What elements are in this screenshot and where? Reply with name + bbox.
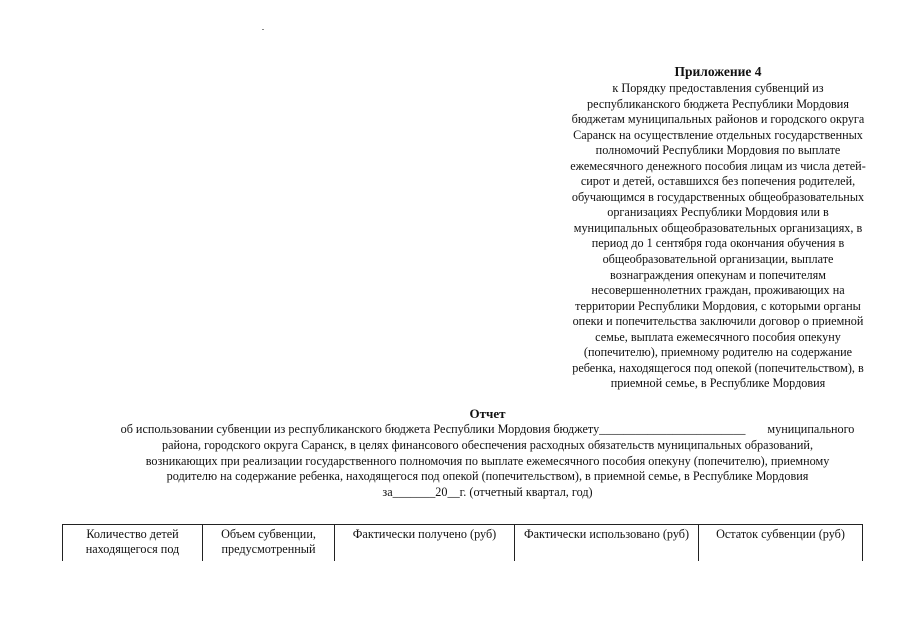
appendix-line: республиканского бюджета Республики Мордовия (587, 96, 849, 111)
appendix-line: муниципальных общеобразовательных организациях, в (573, 220, 863, 235)
table-header-subvention-balance: Остаток субвенции (руб) (699, 525, 863, 562)
report-line-1 (90, 422, 885, 438)
appendix-line: несовершеннолетних граждан, проживающих на (591, 283, 845, 298)
report-line-1-start: об использовании субвенции из республиканского бюджета Республики Мордовия бюджету________________________ (120, 422, 746, 436)
appendix-line: ребенка, находящегося под опекой (попечительством), в (572, 360, 864, 375)
appendix-line: полномочий Республики Мордовия по выплате (595, 143, 841, 158)
table-header-row (63, 525, 863, 562)
appendix-line: Саранск на осуществление отдельных государственных (573, 127, 863, 142)
appendix-line: ежемесячного денежного пособия лицам из числа детей- (570, 158, 866, 173)
appendix-line: приемной семье, в Республике Мордовия (610, 376, 826, 391)
appendix-line: территории Республики Мордовия, с которыми органы (575, 298, 861, 313)
report-title: Отчет (469, 406, 506, 421)
report-line-4: родителю на содержание ребенка, находящегося под опекой (попечительством), в приемной семье, в Республике Мордовия (166, 469, 809, 484)
appendix-line: бюджетам муниципальных районов и городского округа (571, 112, 865, 127)
appendix-line: сирот и детей, оставшихся без попечения родителей, (580, 174, 856, 189)
appendix-line: организациях Республики Мордовия или в (607, 205, 829, 220)
report-period-line: за_______20__г. (отчетный квартал, год) (382, 485, 593, 500)
report-line-2: района, городского округа Саранск, в целях финансового обеспечения расходных обязательств муниципальных образований, (161, 437, 814, 452)
table-header-actually-received: Фактически получено (руб) (335, 525, 515, 562)
report-line-1-end: муниципального (767, 422, 855, 436)
table-header-children-count: Количество детей находящегося под (63, 525, 203, 562)
appendix-line: (попечителю), приемному родителю на содержание (583, 345, 853, 360)
appendix-title: Приложение 4 (674, 64, 762, 79)
scan-speck (262, 29, 264, 30)
appendix-line: вознаграждения опекунам и попечителям (610, 267, 826, 282)
report-heading-block (90, 406, 885, 501)
appendix-line: обучающимся в государственных общеобразовательных (571, 189, 865, 204)
appendix-line: период до 1 сентября года окончания обучения в (591, 236, 845, 251)
table-header-actually-used: Фактически использовано (руб) (515, 525, 699, 562)
appendix-block (548, 64, 888, 392)
table-header-subvention-volume: Объем субвенции, предусмотренный (203, 525, 335, 562)
appendix-line: опеки и попечительства заключили договор о приемной (572, 314, 864, 329)
appendix-line: общеобразовательной организации, выплате (602, 252, 834, 267)
appendix-line: семье, выплата ежемесячного пособия опекуну (595, 329, 841, 344)
report-line-3: возникающих при реализации государственного полномочия по выплате ежемесячного пособия опекуну (попечителю), приемному (145, 453, 830, 468)
appendix-line: к Порядку предоставления субвенций из (612, 81, 824, 95)
report-table (62, 524, 863, 561)
